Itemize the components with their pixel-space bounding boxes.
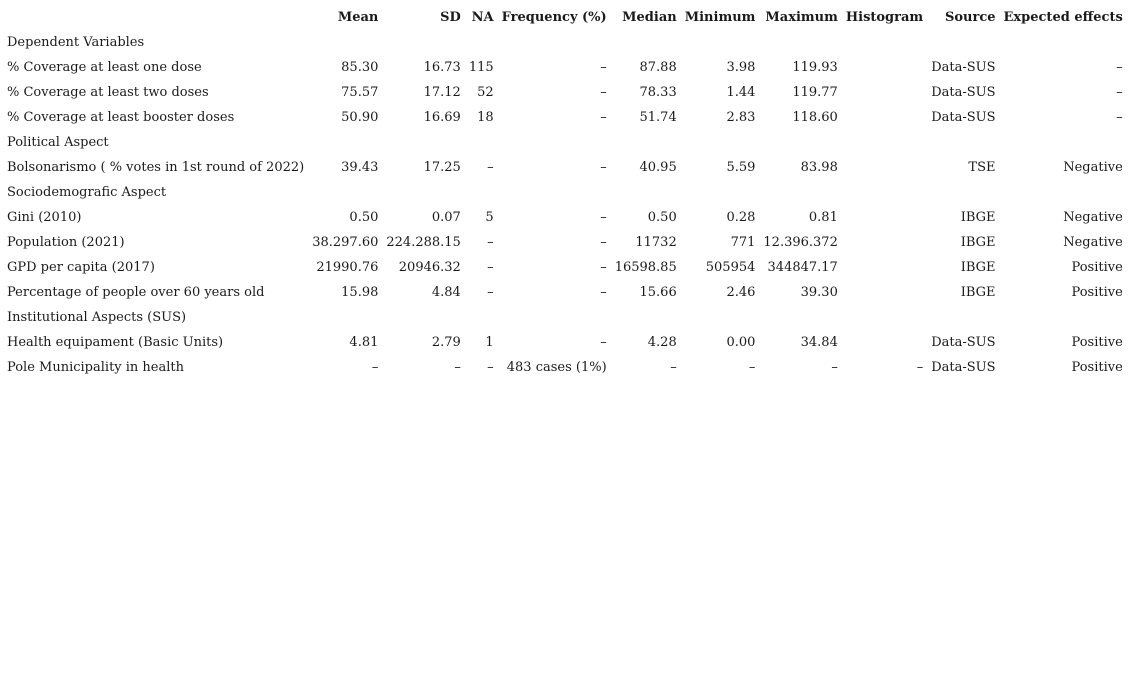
sd-cell: 224.288.15 (386, 235, 461, 250)
minimum-cell: 0.00 (726, 335, 756, 350)
header-na: NA (471, 10, 494, 25)
group-label: Political Aspect (7, 135, 109, 150)
na-cell: 115 (468, 60, 494, 75)
na-cell: – (487, 235, 494, 250)
histogram-cell (842, 155, 927, 180)
sd-cell: 16.69 (423, 110, 461, 125)
effects-cell: Positive (1071, 335, 1123, 350)
header-row (3, 5, 1127, 30)
maximum-cell: 119.93 (792, 60, 838, 75)
mean-cell: 85.30 (341, 60, 379, 75)
mean-cell: 38.297.60 (312, 235, 379, 250)
histogram-cell (842, 255, 927, 280)
variable-label: GPD per capita (2017) (7, 260, 155, 275)
source-cell: Data-SUS (931, 335, 996, 350)
minimum-cell: 1.44 (726, 85, 756, 100)
mean-cell: 39.43 (341, 160, 379, 175)
minimum-cell: 0.28 (726, 210, 756, 225)
source-cell: IBGE (960, 210, 996, 225)
median-cell: 4.28 (647, 335, 677, 350)
maximum-cell: – (831, 360, 838, 375)
frequency-cell: – (600, 210, 607, 225)
median-cell: 40.95 (639, 160, 677, 175)
histogram-cell (842, 330, 927, 355)
header-expected-effects: Expected effects (1003, 10, 1123, 25)
table-row (3, 255, 1127, 280)
na-cell: 18 (477, 110, 494, 125)
header-maximum: Maximum (765, 10, 838, 25)
table-row (3, 230, 1127, 255)
frequency-cell: – (600, 285, 607, 300)
sd-cell: 2.79 (431, 335, 461, 350)
effects-cell: – (1116, 110, 1123, 125)
median-cell: 16598.85 (614, 260, 677, 275)
effects-cell: Positive (1071, 260, 1123, 275)
source-cell: TSE (968, 160, 996, 175)
group-label: Sociodemografic Aspect (7, 185, 167, 200)
header-frequency: Frequency (%) (501, 10, 607, 25)
table-row (3, 55, 1127, 80)
variable-label: Gini (2010) (7, 210, 82, 225)
na-cell: 52 (477, 85, 494, 100)
effects-cell: – (1116, 85, 1123, 100)
effects-cell: Negative (1063, 160, 1123, 175)
table-row (3, 355, 1127, 380)
group-row (3, 30, 1127, 55)
header-mean: Mean (337, 10, 379, 25)
effects-cell: Negative (1063, 235, 1123, 250)
frequency-cell: 483 cases (1%) (506, 360, 607, 375)
group-row (3, 130, 1127, 155)
maximum-cell: 34.84 (800, 335, 838, 350)
frequency-cell: – (600, 160, 607, 175)
minimum-cell: 2.46 (726, 285, 756, 300)
source-cell: Data-SUS (931, 110, 996, 125)
source-cell: Data-SUS (931, 85, 996, 100)
effects-cell: – (1116, 60, 1123, 75)
minimum-cell: 5.59 (726, 160, 756, 175)
header-sd: SD (440, 10, 461, 25)
na-cell: 1 (485, 335, 494, 350)
na-cell: 5 (485, 210, 494, 225)
source-cell: IBGE (960, 260, 996, 275)
table-row (3, 205, 1127, 230)
variable-label: Health equipament (Basic Units) (7, 335, 224, 350)
histogram-cell (842, 55, 927, 80)
na-cell: – (487, 360, 494, 375)
variable-label: Bolsonarismo ( % votes in 1st round of 2022) (7, 160, 305, 175)
frequency-cell: – (600, 335, 607, 350)
group-row (3, 305, 1127, 330)
histogram-cell (842, 280, 927, 305)
minimum-cell: – (748, 360, 756, 375)
sd-cell: 0.07 (431, 210, 461, 225)
maximum-cell: 119.77 (792, 85, 838, 100)
source-cell: Data-SUS (931, 360, 996, 375)
frequency-cell: – (600, 60, 607, 75)
table-row (3, 330, 1127, 355)
maximum-cell: 39.30 (800, 285, 838, 300)
na-cell: – (487, 160, 494, 175)
median-cell: – (670, 360, 677, 375)
mean-cell: 21990.76 (316, 260, 379, 275)
frequency-cell: – (600, 110, 607, 125)
frequency-cell: – (600, 235, 607, 250)
source-cell: Data-SUS (931, 60, 996, 75)
minimum-cell: 2.83 (726, 110, 756, 125)
histogram-cell (842, 80, 927, 105)
descriptive-statistics-table (3, 5, 1127, 380)
header-median: Median (622, 10, 677, 25)
table-row (3, 280, 1127, 305)
sd-cell: 20946.32 (398, 260, 461, 275)
variable-label: Pole Municipality in health (7, 360, 185, 375)
maximum-cell: 344847.17 (767, 260, 838, 275)
minimum-cell: 505954 (705, 260, 756, 275)
table-row (3, 155, 1127, 180)
sd-cell: 17.25 (423, 160, 461, 175)
source-cell: IBGE (960, 285, 996, 300)
sd-cell: 17.12 (423, 85, 461, 100)
maximum-cell: 118.60 (792, 110, 838, 125)
mean-cell: 0.50 (349, 210, 379, 225)
variable-label: % Coverage at least booster doses (7, 110, 235, 125)
variable-label: % Coverage at least two doses (7, 85, 209, 100)
variable-label: Percentage of people over 60 years old (7, 285, 265, 300)
effects-cell: Positive (1071, 285, 1123, 300)
histogram-cell: – (916, 360, 924, 375)
sd-cell: 4.84 (431, 285, 461, 300)
effects-cell: Negative (1063, 210, 1123, 225)
group-label: Dependent Variables (7, 35, 145, 50)
variable-label: % Coverage at least one dose (7, 60, 202, 75)
histogram-cell (842, 205, 927, 230)
mean-cell: 50.90 (341, 110, 379, 125)
na-cell: – (487, 260, 494, 275)
minimum-cell: 771 (730, 235, 756, 250)
header-histogram: Histogram (845, 10, 924, 25)
table-body (3, 30, 1127, 380)
mean-cell: – (371, 360, 379, 375)
median-cell: 0.50 (647, 210, 677, 225)
header-minimum: Minimum (684, 10, 756, 25)
histogram-cell (842, 105, 927, 130)
na-cell: – (487, 285, 494, 300)
header-variable (3, 5, 308, 30)
group-row (3, 180, 1127, 205)
histogram-cell (842, 230, 927, 255)
sd-cell: – (454, 360, 461, 375)
table-row (3, 105, 1127, 130)
median-cell: 11732 (635, 235, 677, 250)
maximum-cell: 83.98 (800, 160, 838, 175)
median-cell: 51.74 (639, 110, 677, 125)
mean-cell: 75.57 (341, 85, 379, 100)
maximum-cell: 0.81 (808, 210, 838, 225)
group-label: Institutional Aspects (SUS) (7, 310, 187, 325)
median-cell: 87.88 (639, 60, 677, 75)
table-row (3, 80, 1127, 105)
median-cell: 15.66 (639, 285, 677, 300)
mean-cell: 4.81 (349, 335, 379, 350)
maximum-cell: 12.396.372 (763, 235, 838, 250)
source-cell: IBGE (960, 235, 996, 250)
frequency-cell: – (600, 260, 607, 275)
sd-cell: 16.73 (423, 60, 461, 75)
variable-label: Population (2021) (7, 235, 125, 250)
header-source: Source (944, 10, 996, 25)
effects-cell: Positive (1071, 360, 1123, 375)
frequency-cell: – (600, 85, 607, 100)
mean-cell: 15.98 (341, 285, 379, 300)
median-cell: 78.33 (639, 85, 677, 100)
minimum-cell: 3.98 (726, 60, 756, 75)
